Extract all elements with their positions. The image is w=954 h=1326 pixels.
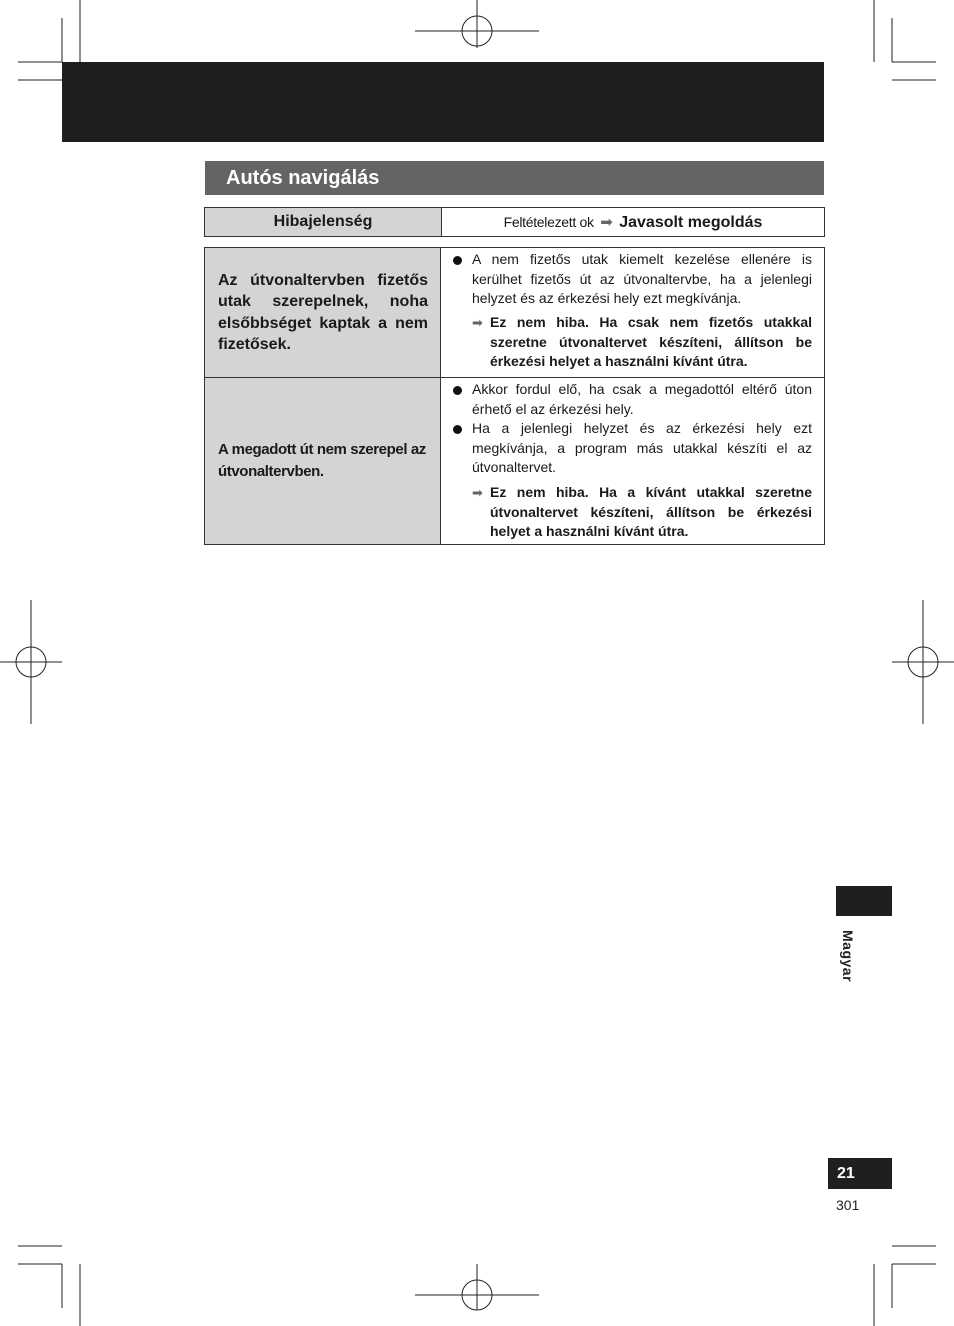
symptom-text: A megadott út nem szerepel az útvonaltervben. [218,441,426,480]
symptom-text: Az útvonaltervben fizetős utak szerepelnek, noha elsőbbséget kaptak a nem fizetősek. [218,271,428,353]
solution-text: Ez nem hiba. Ha a kívánt utakkal szeretne útvonaltervet készíteni, állítson be érkezési helyet a használni kívánt útra. [490,484,812,539]
header-band [62,62,824,142]
cause-text: Ha a jelenlegi helyzet és az érkezési hely ezt megkívánja, a program más utakkal készíti el az útvonaltervet. [472,420,812,475]
registration-mark-icon [415,0,539,48]
cause-text: A nem fizetős utak kiemelt kezelése ellenére is kerülhet fizetős út az útvonaltervbe, ha a jelenlegi helyzet és az érkezési hely ezt megkívánja. [472,251,812,306]
solution-label: Javasolt megoldás [619,214,763,231]
table-header [204,207,825,237]
bullet-dot-icon [453,425,462,434]
total-page-number: 301 [836,1197,860,1213]
troubleshooting-table [204,247,825,545]
language-tab [836,886,892,916]
bullet-dot-icon [453,256,462,265]
solution-text: Ez nem hiba. Ha csak nem fizetős utakkal szeretne útvonaltervet készíteni, állítson be érkezési helyet a használni kívánt útra. [490,314,812,369]
symptom-cell [205,248,441,377]
section-title: Autós navigálás [205,161,824,195]
page-number: 21 [828,1158,892,1189]
registration-mark-icon [0,600,62,724]
symptom-column-header: Hibajelenség [205,208,442,236]
arrow-right-icon: ➡ [472,485,483,500]
registration-mark-icon [415,1264,539,1310]
table-row [205,248,824,378]
language-label: Magyar [840,930,856,983]
table-row [205,378,824,544]
cause-text: Akkor fordul elő, ha csak a megadottól eltérő úton érhető el az érkezési hely. [472,381,812,417]
cause-label: Feltételezett ok [503,214,594,230]
arrow-right-icon: ➡ [472,315,483,330]
cause-cell [441,378,824,544]
registration-mark-icon [892,600,954,724]
arrow-right-icon: ➡ [600,214,613,231]
cause-cell [441,248,824,377]
bullet-dot-icon [453,386,462,395]
cause-solution-column-header [442,208,824,236]
symptom-cell [205,378,441,544]
